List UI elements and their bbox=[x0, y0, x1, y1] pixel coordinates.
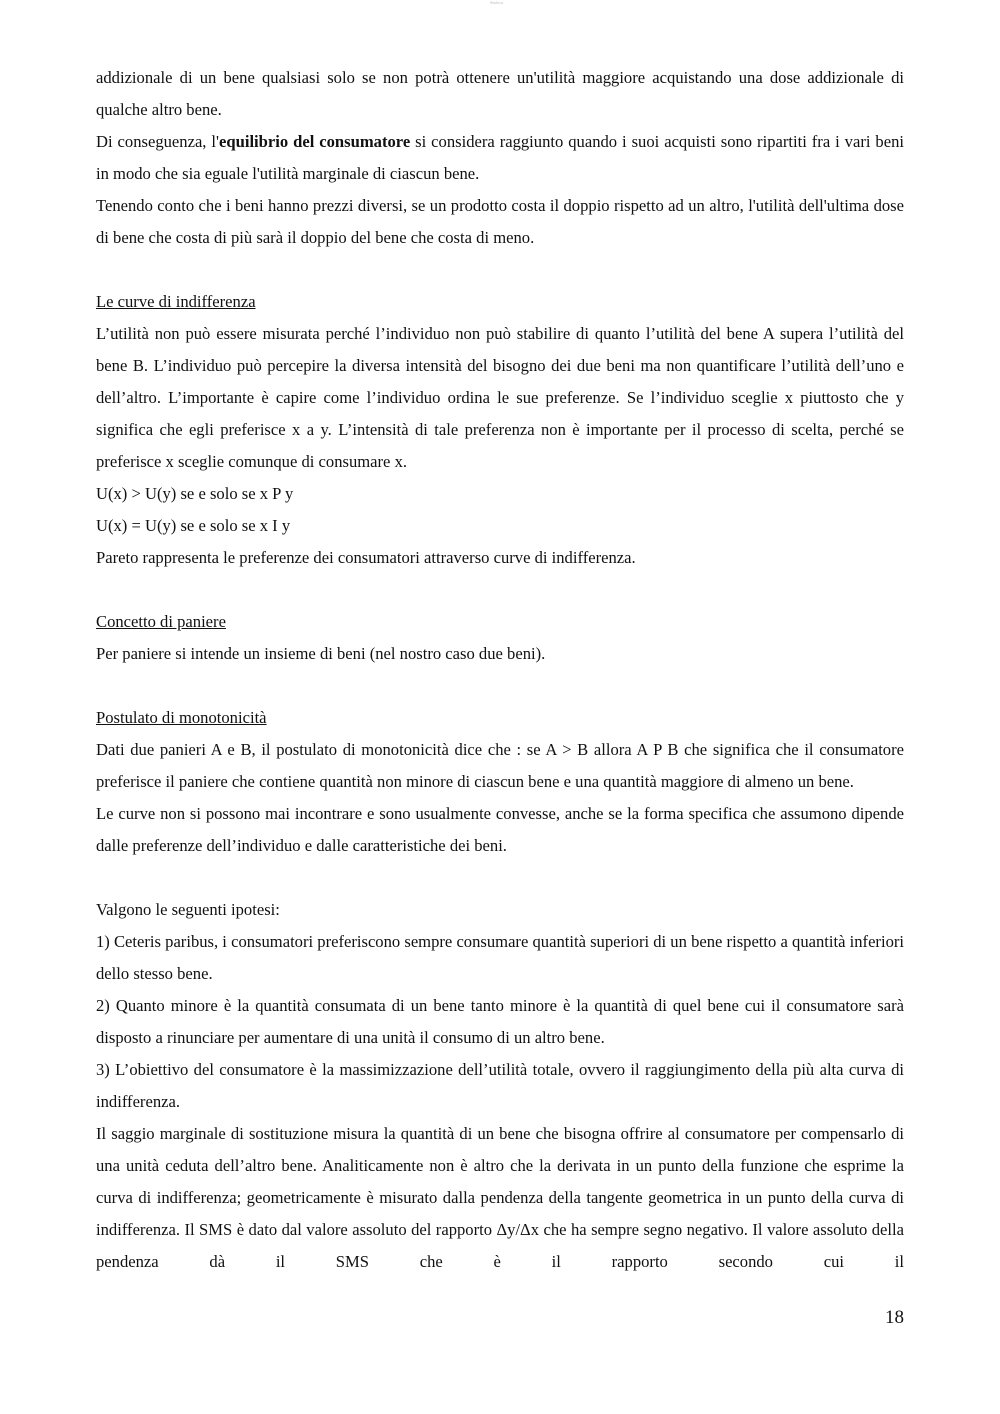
paragraph-equilibrio bbox=[96, 126, 904, 190]
paragraph-curve-indifferenza: L’utilità non può essere misurata perché l’individuo non può stabilire di quanto l’utilità del bene A supera l’utilità del bene B. L’individuo può percepire la diversa intensità del bisogno dei due beni ma non quantificare l’utilità dell’uno e dell’altro. L’importante è capire come l’individuo ordina le sue preferenze. Se l’individuo sceglie x piuttosto che y significa che egli preferisce x a y. L’intensità di tale preferenza non è importante per il processo di scelta, perché se preferisce x sceglie comunque di consumare x. bbox=[96, 324, 904, 471]
page-number: 18 bbox=[885, 1307, 904, 1328]
paragraph-paniere: Per paniere si intende un insieme di beni (nel nostro caso due beni). bbox=[96, 644, 546, 663]
formula-indifferenza: U(x) = U(y) se e solo se x I y bbox=[96, 516, 291, 535]
ipotesi-intro: Valgono le seguenti ipotesi: bbox=[96, 900, 280, 919]
header-watermark: Studocu bbox=[490, 0, 504, 5]
section-heading-monotonicita: Postulato di monotonicità bbox=[96, 708, 267, 727]
paragraph-equilibrio-pre: Di conseguenza, l' bbox=[96, 132, 220, 151]
equilibrio-consumatore-term: equilibrio del consumatore bbox=[219, 132, 411, 151]
paragraph-curve-convesse: Le curve non si possono mai incontrare e sono usualmente convesse, anche se la forma specifica che assumono dipende dalle preferenze dell’individuo e dalle caratteristiche dei beni. bbox=[96, 804, 904, 855]
ipotesi-item-1: 1) Ceteris paribus, i consumatori preferiscono sempre consumare quantità superiori di un bene rispetto a quantità inferiori dello stesso bene. bbox=[96, 932, 904, 983]
spacer bbox=[96, 574, 904, 606]
section-heading-curve-indifferenza: Le curve di indifferenza bbox=[96, 292, 256, 311]
ipotesi-item-2: 2) Quanto minore è la quantità consumata di un bene tanto minore è la quantità di quel bene cui il consumatore sarà disposto a rinunciare per aumentare di una unità il consumo di un altro bene. bbox=[96, 996, 904, 1047]
spacer bbox=[96, 862, 904, 894]
ipotesi-item-3: 3) L’obiettivo del consumatore è la massimizzazione dell’utilità totale, ovvero il raggiungimento della più alta curva di indifferenza. bbox=[96, 1060, 904, 1111]
spacer bbox=[96, 254, 904, 286]
spacer bbox=[96, 670, 904, 702]
formula-preferenza: U(x) > U(y) se e solo se x P y bbox=[96, 484, 294, 503]
paragraph-prezzi-diversi: Tenendo conto che i beni hanno prezzi diversi, se un prodotto costa il doppio rispetto ad un altro, l'utilità dell'ultima dose di bene che costa di più sarà il doppio del bene che costa di meno. bbox=[96, 196, 904, 247]
document-page bbox=[96, 62, 904, 1278]
paragraph-utilita-addizionale: addizionale di un bene qualsiasi solo se non potrà ottenere un'utilità maggiore acquistando una dose addizionale di qualche altro bene. bbox=[96, 68, 904, 119]
section-heading-paniere: Concetto di paniere bbox=[96, 612, 226, 631]
paragraph-saggio-marginale: Il saggio marginale di sostituzione misura la quantità di un bene che bisogna offrire al consumatore per compensarlo di una unità ceduta dell’altro bene. Analiticamente non è altro che la derivata in un punto della funzione che esprime la curva di indifferenza; geometricamente è misurato dalla pendenza della tangente geometrica in un punto della curva di indifferenza. Il SMS è dato dal valore assoluto del rapporto Δy/Δx che ha sempre segno negativo. Il valore assoluto della pendenza dà il SMS che è il rapporto secondo cui il bbox=[96, 1124, 904, 1271]
paragraph-pareto: Pareto rappresenta le preferenze dei consumatori attraverso curve di indifferenza. bbox=[96, 548, 636, 567]
paragraph-equilibrio-post: si considera raggiunto quando i suoi acquisti sono ripartiti fra i vari beni in modo che sia eguale l'utilità marginale di ciascun bene. bbox=[96, 132, 904, 183]
paragraph-monotonicita: Dati due panieri A e B, il postulato di monotonicità dice che : se A > B allora A P B che significa che il consumatore preferisce il paniere che contiene quantità non minore di ciascun bene e una quantità maggiore di almeno un bene. bbox=[96, 740, 904, 791]
